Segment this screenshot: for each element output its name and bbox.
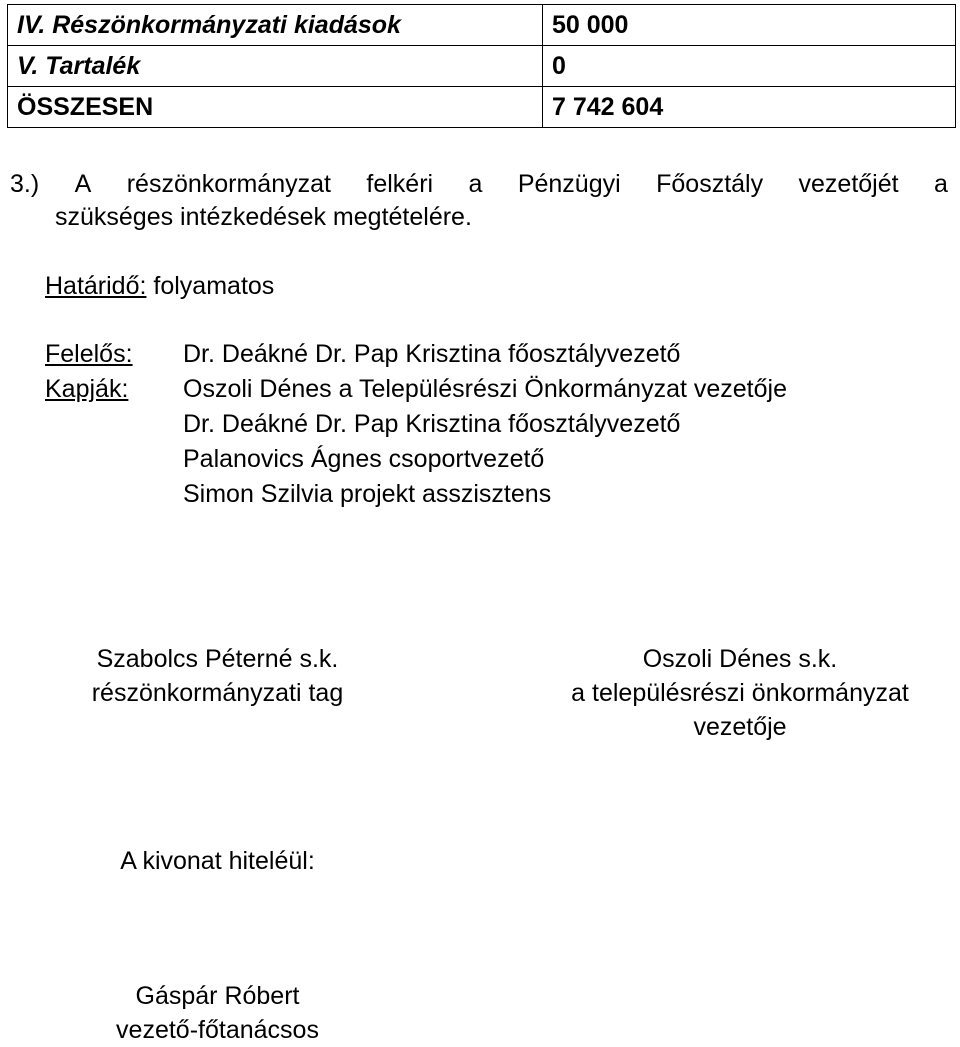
signature-title: a településrészi önkormányzat xyxy=(571,679,909,707)
recipients-label: Kapják: xyxy=(45,375,129,403)
resolution-word: Pénzügyi xyxy=(517,170,621,198)
certifier-name: Gáspár Róbert xyxy=(135,982,300,1010)
budget-summary-table xyxy=(7,4,956,128)
recipient-item: Palanovics Ágnes csoportvezető xyxy=(183,445,545,473)
certification-signature xyxy=(75,979,360,1047)
resolution-paragraph xyxy=(10,168,948,234)
table-row xyxy=(8,5,956,46)
signature-title: részönkormányzati tag xyxy=(91,679,344,707)
signature-name: Szabolcs Péterné s.k. xyxy=(96,645,339,673)
resolution-word: vezetőjét xyxy=(798,170,899,198)
row-label: IV. Részönkormányzati kiadások xyxy=(8,5,543,46)
resolution-word: részönkormányzat xyxy=(126,170,331,198)
recipient-item: Oszoli Dénes a Településrészi Önkormányzat vezetője xyxy=(183,375,787,403)
deadline-value: folyamatos xyxy=(153,272,275,300)
signature-title: vezetője xyxy=(693,713,787,741)
responsible-label: Felelős: xyxy=(45,340,133,368)
certifier-title: vezető-főtanácsos xyxy=(116,1016,319,1044)
row-value: 50 000 xyxy=(543,5,956,46)
resolution-line-1 xyxy=(10,168,948,201)
resolution-word: felkéri xyxy=(366,170,434,198)
row-label: ÖSSZESEN xyxy=(8,87,543,128)
table-row xyxy=(8,46,956,87)
row-value: 0 xyxy=(543,46,956,87)
resolution-number: 3.) xyxy=(10,170,40,198)
signature-right xyxy=(520,642,960,744)
recipient-item: Simon Szilvia projekt asszisztens xyxy=(183,480,552,508)
row-label: V. Tartalék xyxy=(8,46,543,87)
signature-name: Oszoli Dénes s.k. xyxy=(642,645,838,673)
deadline-label: Határidő: xyxy=(45,272,147,300)
row-value: 7 742 604 xyxy=(543,87,956,128)
certification-label: A kivonat hiteléül: xyxy=(120,847,315,875)
signature-left xyxy=(40,642,395,710)
table-row xyxy=(8,87,956,128)
resolution-word: a xyxy=(934,170,948,198)
deadline-line xyxy=(45,268,274,304)
recipient-item: Dr. Deákné Dr. Pap Krisztina főosztályvezető xyxy=(183,410,681,438)
resolution-word: A xyxy=(74,170,92,198)
resolution-line-2: szükséges intézkedések megtételére. xyxy=(55,203,472,231)
responsible-value: Dr. Deákné Dr. Pap Krisztina főosztályvezető xyxy=(183,340,681,368)
resolution-word: a xyxy=(468,170,483,198)
resolution-word: Főosztály xyxy=(656,170,764,198)
